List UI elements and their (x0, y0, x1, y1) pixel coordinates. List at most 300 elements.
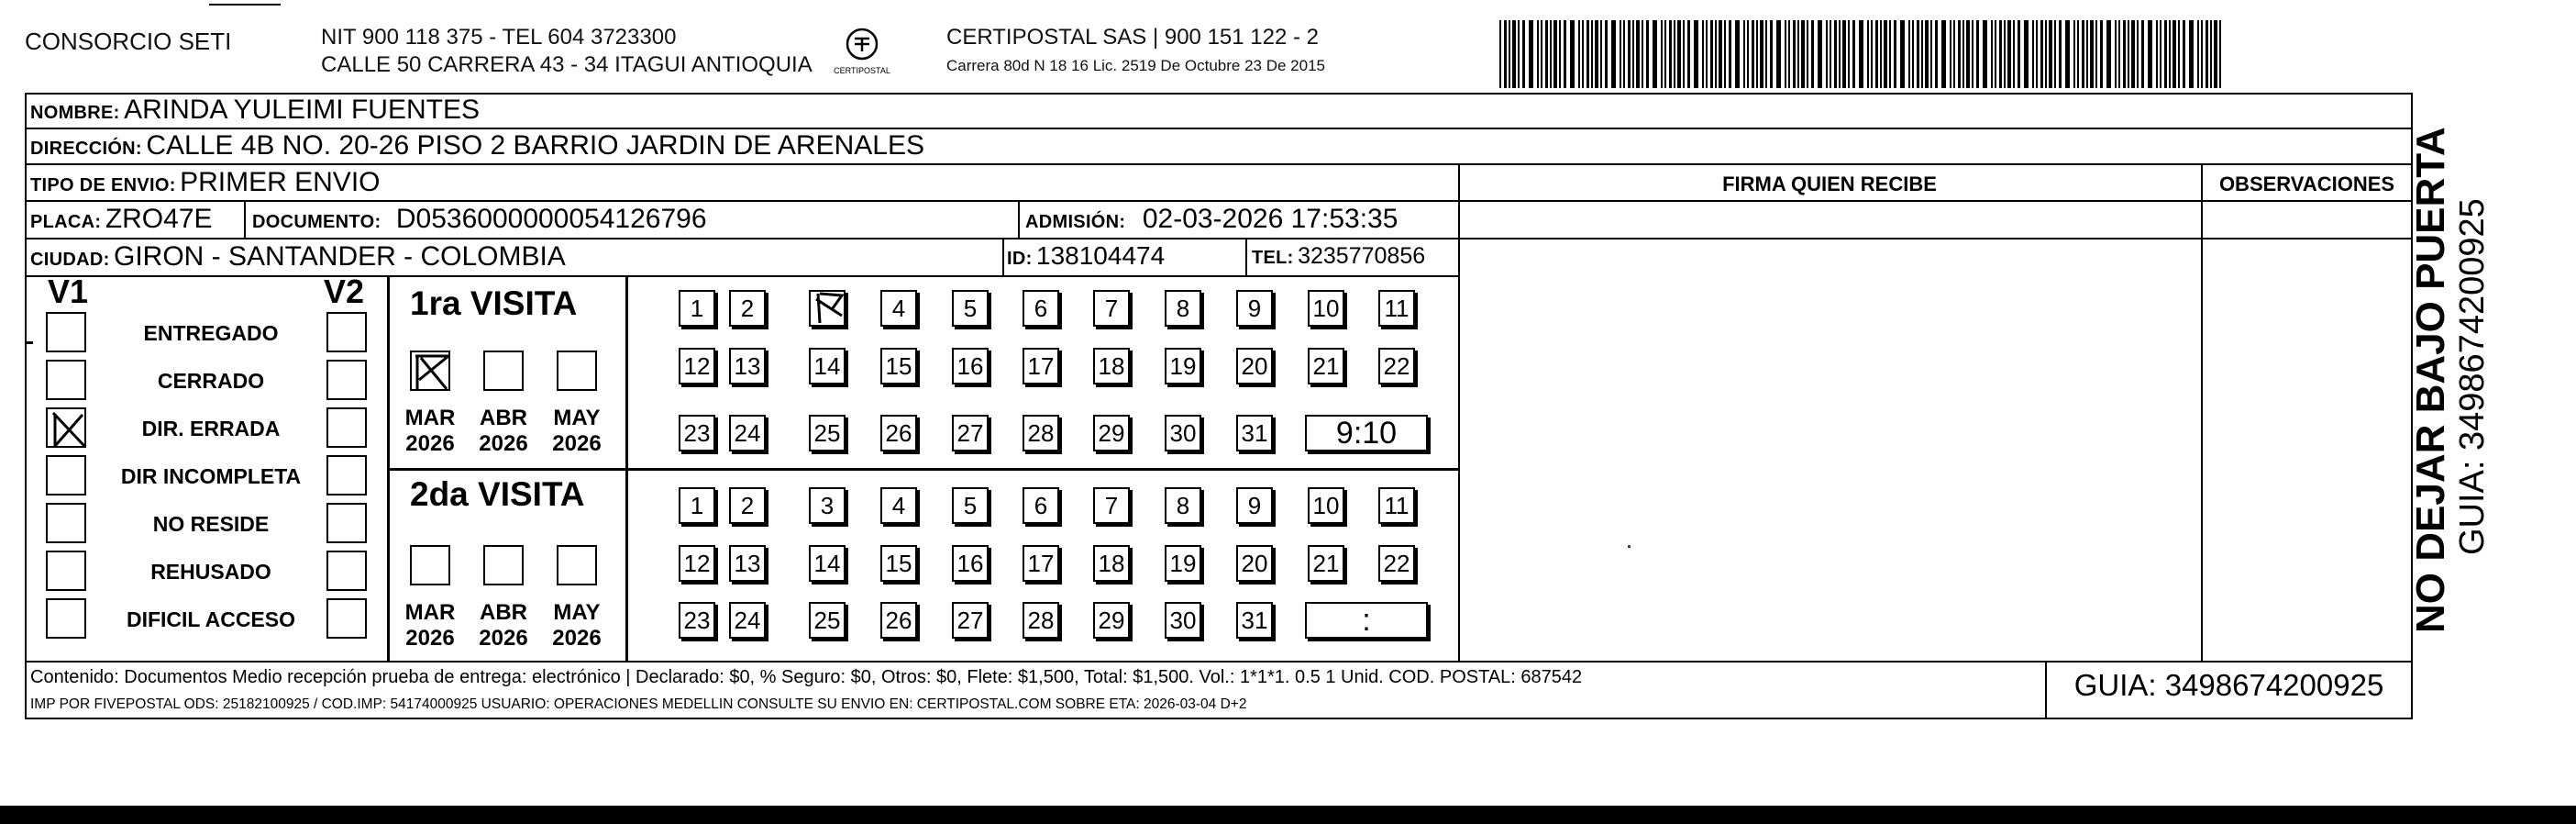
speck (1628, 545, 1631, 548)
barcode-bar (2077, 20, 2079, 88)
observaciones-header: OBSERVACIONES (2218, 173, 2395, 195)
month-year: 2026 (479, 626, 528, 651)
barcode-bar (1706, 20, 1708, 88)
barcode-bar (1499, 20, 1501, 88)
ciudad-field (30, 241, 566, 273)
barcode-bar (1953, 20, 1955, 88)
day-box[interactable]: 18 (1093, 545, 1130, 582)
barcode-bar (1550, 20, 1552, 88)
barcode-bar (1991, 20, 1993, 88)
barcode-bar (2172, 20, 2176, 88)
day-box[interactable]: 11 (1378, 290, 1415, 327)
month-checkbox[interactable] (483, 545, 524, 585)
barcode-bar (1793, 20, 1796, 88)
barcode-bar (1894, 20, 1896, 88)
firma-header: FIRMA QUIEN RECIBE (1722, 173, 1937, 195)
month-year: 2026 (552, 626, 602, 651)
carrier-line: CERTIPOSTAL SAS | 900 151 122 - 2 (946, 25, 1319, 50)
documento-field (252, 204, 707, 235)
month-label (470, 406, 536, 457)
v1-checkbox[interactable] (46, 598, 86, 639)
barcode-bar (2201, 20, 2203, 88)
tipo-label: TIPO DE ENVIO: (30, 175, 176, 195)
day-box[interactable]: 16 (952, 348, 989, 384)
barcode-bar (1541, 20, 1542, 88)
barcode-bar (1765, 20, 1767, 88)
day-box[interactable]: 10 (1308, 487, 1344, 524)
barcode-bar (2141, 20, 2144, 88)
v2-label: V2 (324, 273, 365, 310)
barcode-bar (1512, 20, 1516, 88)
barcode-bar (1811, 20, 1814, 88)
barcode-bar (1875, 20, 1878, 88)
day-box[interactable]: 30 (1165, 415, 1201, 451)
direccion-label: DIRECCIÓN: (30, 139, 142, 159)
barcode-bar (1834, 20, 1837, 88)
month-label (544, 406, 610, 457)
day-box[interactable]: 26 (880, 415, 917, 451)
direccion-row (30, 130, 924, 161)
imp-line: IMP POR FIVEPOSTAL ODS: 25182100925 / COD.IMP: 54174000925 USUARIO: OPERACIONES MEDELLIN CONSULTE SU ENVIO EN: CERTIPOSTAL.COM SOBRE ETA: 2026-03-04 D+2 (30, 696, 1247, 712)
barcode-bar (1743, 20, 1745, 88)
day-box[interactable]: 15 (880, 545, 917, 582)
barcode-bar (1972, 20, 1973, 88)
barcode-bar (1818, 20, 1822, 88)
barcode-bar (1632, 20, 1634, 88)
barcode-bar (1880, 20, 1882, 88)
barcode-bar (1770, 20, 1773, 88)
v2-checkbox[interactable] (326, 455, 367, 496)
day-box[interactable]: 1 (679, 290, 715, 327)
barcode-bar (1529, 20, 1533, 88)
barcode-bar (1595, 20, 1598, 88)
barcode-bar (2183, 20, 2185, 88)
day-mark-icon (811, 290, 844, 327)
barcode-bar (1600, 20, 1602, 88)
day-box[interactable]: 30 (1165, 602, 1201, 639)
barcode-bar (1674, 20, 1675, 88)
month-checkbox[interactable] (410, 545, 450, 585)
v2-checkbox[interactable] (326, 598, 367, 639)
barcode-bar (1900, 20, 1905, 88)
barcode-bar (1735, 20, 1740, 88)
time-box[interactable]: : (1305, 602, 1428, 639)
barcode-bar (1962, 20, 1964, 88)
barcode-bar (1729, 20, 1731, 88)
month-year: 2026 (479, 431, 528, 456)
day-box[interactable]: 23 (679, 415, 715, 451)
barcode-bar (1935, 20, 1938, 88)
barcode-bar (1559, 20, 1561, 88)
day-box[interactable]: 22 (1378, 348, 1415, 384)
month-year: 2026 (405, 431, 455, 456)
status-label: REHUSADO (150, 560, 271, 584)
id-value: 138104474 (1036, 241, 1166, 270)
barcode-bar (1867, 20, 1869, 88)
status-label: NO RESIDE (152, 512, 270, 536)
month-name: MAY (553, 600, 601, 625)
month-mark-icon (412, 352, 452, 393)
day-box[interactable]: 21 (1308, 545, 1344, 582)
barcode-bar (2214, 20, 2217, 88)
day-box[interactable]: 22 (1378, 545, 1415, 582)
day-box[interactable]: 29 (1093, 415, 1130, 451)
barcode-bar (2115, 20, 2117, 88)
month-checkbox[interactable] (557, 545, 597, 585)
month-year: 2026 (552, 431, 602, 456)
status-label: ENTREGADO (143, 321, 279, 345)
barcode-bar (1912, 20, 1914, 88)
barcode-bar (1995, 20, 1996, 88)
barcode-bar (2095, 20, 2097, 88)
day-box[interactable]: 20 (1236, 545, 1273, 582)
nombre-label: NOMBRE: (30, 103, 120, 123)
barcode-bar (2086, 20, 2088, 88)
barcode-bar (1564, 20, 1566, 88)
first-visit-title: 1ra VISITA (410, 284, 578, 322)
direccion-value: CALLE 4B NO. 20-26 PISO 2 BARRIO JARDIN DE ARENALES (146, 130, 924, 161)
nit-line: NIT 900 118 375 - TEL 604 3723300 (321, 25, 677, 50)
barcode-bar (2197, 20, 2199, 88)
barcode-bar (1545, 20, 1548, 88)
day-box[interactable]: 4 (880, 487, 917, 524)
day-box[interactable]: 9 (1236, 487, 1273, 524)
barcode-bar (1839, 20, 1841, 88)
month-name: MAR (404, 600, 456, 625)
barcode-bar (2082, 20, 2084, 88)
month-name: ABR (480, 600, 527, 625)
day-box[interactable]: 8 (1165, 487, 1201, 524)
placa-value: ZRO47E (105, 204, 213, 234)
day-box[interactable]: 14 (809, 545, 846, 582)
day-box[interactable]: 6 (1023, 487, 1059, 524)
barcode-bar (1642, 20, 1643, 88)
barcode-bar (1930, 20, 1932, 88)
barcode-bar (2189, 20, 2194, 88)
nombre-value: ARINDA YULEIMI FUENTES (124, 95, 480, 125)
side-guia: GUIA: 3498674200925 (2453, 198, 2492, 555)
v2-checkbox[interactable] (326, 551, 367, 591)
svg-text:CERTIPOSTAL: CERTIPOSTAL (834, 66, 890, 75)
barcode-bar (2090, 20, 2094, 88)
barcode-bar (1611, 20, 1616, 88)
barcode-bar (2013, 20, 2015, 88)
barcode-bar (1683, 20, 1685, 88)
tel-label: TEL: (1252, 248, 1294, 268)
barcode-bar (2169, 20, 2171, 88)
admision-label: ADMISIÓN: (1025, 212, 1126, 232)
month-checkbox[interactable] (483, 351, 524, 391)
barcode-bar (1852, 20, 1855, 88)
barcode-bar (2137, 20, 2139, 88)
barcode-bar (1664, 20, 1666, 88)
barcode-bar (1752, 20, 1754, 88)
barcode-bar (1788, 20, 1790, 88)
admision-value: 02-03-2026 17:53:35 (1142, 204, 1399, 234)
day-box[interactable]: 16 (952, 545, 989, 582)
barcode-bar (1842, 20, 1846, 88)
day-box[interactable]: 27 (952, 602, 989, 639)
month-checkbox[interactable] (557, 351, 597, 391)
barcode-bar (2045, 20, 2047, 88)
barcode-bar (2106, 20, 2111, 88)
header-mark (209, 4, 281, 6)
day-box[interactable]: 5 (952, 487, 989, 524)
barcode-bar (1848, 20, 1850, 88)
month-label (544, 600, 610, 651)
barcode-bar (2004, 20, 2006, 88)
day-box[interactable]: 2 (729, 290, 766, 327)
barcode-bar (2178, 20, 2180, 88)
barcode-bar (1921, 20, 1923, 88)
barcode-bar (1756, 20, 1758, 88)
barcode-bar (2210, 20, 2212, 88)
month-checkbox[interactable] (410, 351, 450, 391)
barcode-bar (1628, 20, 1631, 88)
barcode-bar (1826, 20, 1828, 88)
v1-checkbox[interactable] (46, 407, 86, 448)
day-box[interactable]: 13 (729, 348, 766, 384)
barcode-bar (1661, 20, 1663, 88)
barcode-bar (1636, 20, 1640, 88)
v2-checkbox[interactable] (326, 312, 367, 352)
barcode-bar (1966, 20, 1970, 88)
day-box[interactable]: 15 (880, 348, 917, 384)
documento-value: D0536000000054126796 (395, 204, 707, 234)
barcode-bar (1522, 20, 1525, 88)
v2-checkbox[interactable] (326, 407, 367, 448)
documento-label: DOCUMENTO: (252, 212, 381, 232)
tipo-value: PRIMER ENVIO (180, 167, 381, 197)
barcode-bar (1983, 20, 1987, 88)
id-label: ID: (1007, 249, 1033, 269)
barcode-bar (2059, 20, 2062, 88)
barcode-bar (2032, 20, 2034, 88)
barcode-bar (1582, 20, 1584, 88)
barcode-bar (1587, 20, 1589, 88)
month-name: MAR (404, 406, 456, 430)
contenido-line: Contenido: Documentos Medio recepción prueba de entrega: electrónico | Declarado: $0, % Seguro: $0, Otros: $0, Flete: $1,500, Total: $1,500. Vol.: 1*1*1. 0.5 1 Unid. COD. POSTAL: 687542 (30, 667, 1583, 687)
day-box[interactable]: 2 (729, 487, 766, 524)
barcode-bar (2118, 20, 2120, 88)
placa-field (30, 204, 213, 235)
day-box[interactable]: 18 (1093, 348, 1130, 384)
status-label: DIFICIL ACCESO (126, 607, 295, 631)
barcode-bar (1859, 20, 1863, 88)
barcode-bar (1925, 20, 1929, 88)
v1-checkbox[interactable] (46, 312, 86, 352)
day-box[interactable]: 19 (1165, 545, 1201, 582)
barcode-bar (2100, 20, 2103, 88)
barcode-bar (1999, 20, 2002, 88)
id-field (1007, 241, 1165, 271)
certipostal-logo (830, 26, 894, 81)
barcode-bar (2160, 20, 2161, 88)
day-box[interactable]: 6 (1023, 290, 1059, 327)
barcode-bar (2007, 20, 2011, 88)
barcode-bar (1941, 20, 1946, 88)
day-box[interactable]: 3 (809, 487, 846, 524)
day-box[interactable]: 10 (1308, 290, 1344, 327)
barcode-bar (1646, 20, 1649, 88)
v2-checkbox[interactable] (326, 360, 367, 400)
v1-label: V1 (48, 273, 89, 310)
barcode-bar (2219, 20, 2221, 88)
nombre-row (30, 95, 480, 126)
v1-checkbox[interactable] (46, 455, 86, 496)
month-name: MAY (553, 406, 601, 430)
barcode-bar (1724, 20, 1726, 88)
barcode-bar (1958, 20, 1961, 88)
month-label (397, 406, 463, 457)
day-box[interactable]: 11 (1378, 487, 1415, 524)
barcode-bar (1801, 20, 1805, 88)
barcode-bar (2148, 20, 2152, 88)
day-box[interactable]: 28 (1023, 415, 1059, 451)
barcode-bar (1605, 20, 1608, 88)
day-box[interactable]: 7 (1093, 487, 1130, 524)
check-mark-icon (48, 409, 88, 450)
status-label: DIR INCOMPLETA (120, 464, 302, 488)
barcode-bar (1702, 20, 1704, 88)
barcode-bar (1747, 20, 1749, 88)
day-box[interactable]: 31 (1236, 602, 1273, 639)
barcode-bar (1776, 20, 1781, 88)
barcode-bar (1570, 20, 1575, 88)
barcode (1498, 20, 2228, 88)
barcode-bar (1710, 20, 1713, 88)
barcode-bar (1509, 20, 1510, 88)
barcode-bar (1518, 20, 1520, 88)
day-box[interactable] (809, 290, 846, 327)
day-box[interactable]: 12 (679, 348, 715, 384)
day-box[interactable]: 17 (1023, 348, 1059, 384)
license-line: Carrera 80d N 18 16 Lic. 2519 De Octubre 23 De 2015 (946, 57, 1325, 74)
barcode-bar (2049, 20, 2052, 88)
tel-field (1252, 243, 1425, 270)
second-visit-title: 2da VISITA (410, 475, 585, 513)
barcode-bar (2206, 20, 2208, 88)
day-box[interactable]: 14 (809, 348, 846, 384)
day-box[interactable]: 1 (679, 487, 715, 524)
v1-checkbox[interactable] (46, 551, 86, 591)
barcode-bar (1620, 20, 1621, 88)
status-label: CERRADO (157, 369, 265, 393)
barcode-bar (2156, 20, 2158, 88)
barcode-bar (1537, 20, 1539, 88)
barcode-bar (1578, 20, 1580, 88)
barcode-bar (2054, 20, 2056, 88)
no-dejar-warning: NO DEJAR BAJO PUERTA (2408, 127, 2453, 633)
day-box[interactable]: 29 (1093, 602, 1130, 639)
day-box[interactable]: 20 (1236, 348, 1273, 384)
guia-footer: GUIA: 3498674200925 (2073, 668, 2384, 702)
barcode-bar (1884, 20, 1887, 88)
day-box[interactable]: 5 (952, 290, 989, 327)
barcode-bar (2036, 20, 2038, 88)
barcode-bar (1694, 20, 1698, 88)
barcode-bar (2040, 20, 2043, 88)
day-box[interactable]: 21 (1308, 348, 1344, 384)
barcode-bar (1950, 20, 1951, 88)
barcode-bar (2073, 20, 2075, 88)
barcode-bar (1669, 20, 1672, 88)
placa-label: PLACA: (30, 212, 102, 232)
barcode-bar (2024, 20, 2029, 88)
barcode-bar (1760, 20, 1763, 88)
barcode-bar (1553, 20, 1557, 88)
day-box[interactable]: 23 (679, 602, 715, 639)
tel-value: 3235770856 (1298, 243, 1426, 269)
barcode-bar (1719, 20, 1722, 88)
day-box[interactable]: 31 (1236, 415, 1273, 451)
day-box[interactable]: 9 (1236, 290, 1273, 327)
barcode-bar (1677, 20, 1681, 88)
barcode-bar (1976, 20, 1979, 88)
day-box[interactable]: 17 (1023, 545, 1059, 582)
month-name: ABR (480, 406, 527, 430)
barcode-bar (1871, 20, 1873, 88)
margin-tick (25, 341, 33, 344)
day-box[interactable]: 19 (1165, 348, 1201, 384)
day-box[interactable]: 26 (880, 602, 917, 639)
status-label: DIR. ERRADA (141, 417, 281, 440)
barcode-bar (1504, 20, 1507, 88)
barcode-bar (2128, 20, 2129, 88)
day-box[interactable]: 25 (809, 415, 846, 451)
barcode-bar (1653, 20, 1657, 88)
v1-checkbox[interactable] (46, 503, 86, 543)
barcode-bar (1908, 20, 1910, 88)
barcode-bar (2065, 20, 2070, 88)
v2-checkbox[interactable] (326, 503, 367, 543)
tipo-row (30, 167, 381, 198)
barcode-bar (1687, 20, 1690, 88)
address-line: CALLE 50 CARRERA 43 - 34 ITAGUI ANTIOQUIA (321, 52, 813, 77)
barcode-bar (1623, 20, 1625, 88)
month-label (470, 600, 536, 651)
barcode-bar (2131, 20, 2135, 88)
barcode-bar (1830, 20, 1831, 88)
day-box[interactable]: 12 (679, 545, 715, 582)
day-box[interactable]: 27 (952, 415, 989, 451)
barcode-bar (1715, 20, 1717, 88)
day-box[interactable]: 8 (1165, 290, 1201, 327)
barcode-bar (1591, 20, 1593, 88)
barcode-bar (1785, 20, 1786, 88)
v1-checkbox[interactable] (46, 360, 86, 400)
barcode-bar (1889, 20, 1891, 88)
day-box[interactable]: 28 (1023, 602, 1059, 639)
barcode-bar (2164, 20, 2167, 88)
barcode-bar (2018, 20, 2020, 88)
time-box[interactable]: 9:10 (1305, 415, 1428, 451)
day-box[interactable]: 13 (729, 545, 766, 582)
ciudad-value: GIRON - SANTANDER - COLOMBIA (114, 241, 566, 272)
barcode-bar (1807, 20, 1808, 88)
day-box[interactable]: 7 (1093, 290, 1130, 327)
admision-field (1025, 204, 1398, 235)
day-box[interactable]: 4 (880, 290, 917, 327)
ciudad-label: CIUDAD: (30, 250, 110, 270)
month-year: 2026 (405, 626, 455, 651)
barcode-bar (2123, 20, 2126, 88)
day-box[interactable]: 25 (809, 602, 846, 639)
day-box[interactable]: 24 (729, 415, 766, 451)
company-name: CONSORCIO SETI (25, 28, 232, 55)
barcode-bar (1917, 20, 1919, 88)
day-box[interactable]: 24 (729, 602, 766, 639)
